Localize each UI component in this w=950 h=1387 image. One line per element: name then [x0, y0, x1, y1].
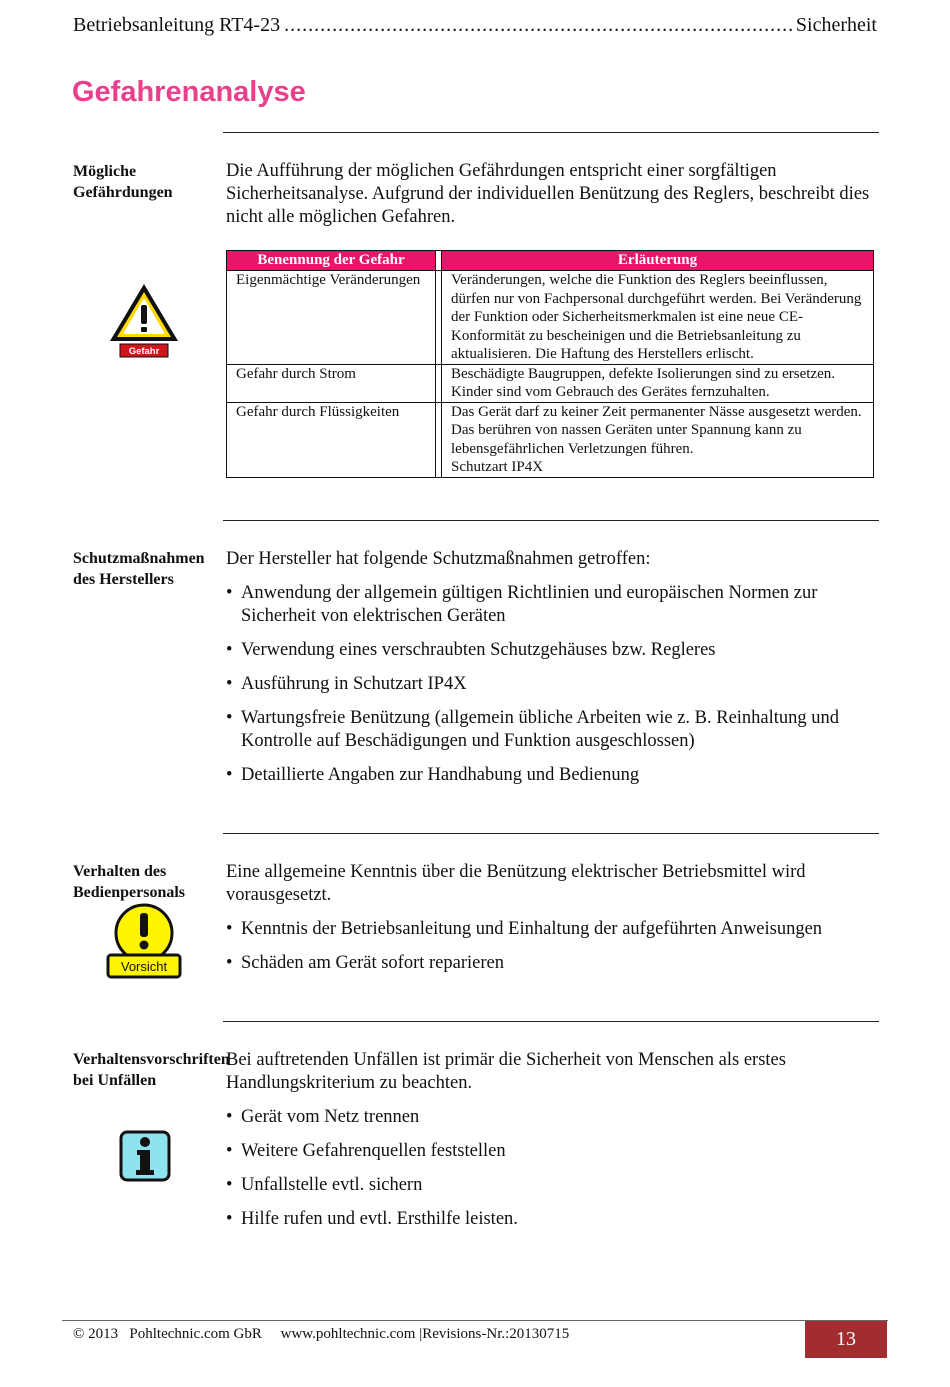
table-row: [227, 271, 874, 365]
caution-icon-label: Vorsicht: [120, 959, 168, 974]
table-header-name: Benennung der Gefahr: [227, 251, 436, 271]
caution-icon: [106, 903, 182, 979]
table-header-explanation: Erläuterung: [442, 251, 874, 271]
schutz-list: [226, 582, 878, 798]
verhalten-intro: Eine allgemeine Kenntnis über die Benützung elektrischer Betriebsmittel wird vorausgesetzt.: [226, 862, 806, 905]
list-item: • Unfallstelle evtl. sichern: [226, 1174, 878, 1197]
hazard-description: [442, 402, 874, 477]
hazard-table: [226, 250, 874, 478]
unfaelle-list: [226, 1106, 878, 1242]
list-item: • Weitere Gefahrenquellen feststellen: [226, 1140, 878, 1163]
header-doc-title: Betriebsanleitung RT4-23: [73, 14, 281, 36]
hazard-protection-class: Schutzart IP4X: [451, 459, 544, 475]
list-item: • Hilfe rufen und evtl. Ersthilfe leisten.: [226, 1208, 878, 1231]
footer-divider: [62, 1320, 888, 1321]
hazard-description: Veränderungen, welche die Funktion des Reglers beeinflussen, dürfen nur von Fachpersonal durchgeführt werden. Bei Veränderung der Funktion oder Sicherheitsmerkmalen ist eine neue CE-Konformität zu bescheinigen und die Betriebsanleitung zu aktualisieren. Die Haftung des Herstellers erlischt.: [442, 271, 874, 365]
side-label-verhalten: Verhalten des Bedienpersonals: [73, 863, 186, 901]
header-section: Sicherheit: [795, 14, 877, 36]
verhalten-list: [226, 918, 878, 986]
danger-icon-label: Gefahr: [128, 346, 160, 357]
hazard-name: Eigenmächtige Veränderungen: [227, 271, 436, 365]
list-item: • Detaillierte Angaben zur Handhabung und Bedienung: [226, 764, 878, 787]
list-item: • Kenntnis der Betriebsanleitung und Einhaltung der aufgeführten Anweisungen: [226, 918, 878, 941]
table-header-row: [227, 251, 874, 271]
unfaelle-intro: Bei auftretenden Unfällen ist primär die Sicherheit von Menschen als erstes Handlungskriterium zu beachten.: [226, 1050, 786, 1093]
info-icon: [119, 1130, 171, 1182]
hazard-description: Beschädigte Baugruppen, defekte Isolierungen sind zu ersetzen. Kinder sind vom Gebrauch des Gerätes fernzuhalten.: [442, 364, 874, 402]
side-label-schutz: Schutzmaßnahmen des Herstellers: [73, 550, 205, 588]
list-item: • Schäden am Gerät sofort reparieren: [226, 952, 878, 975]
list-item: • Anwendung der allgemein gültigen Richtlinien und europäischen Normen zur Sicherheit von elektrischen Geräten: [226, 582, 878, 628]
side-label-gefaehrdungen: Mögliche Gefährdungen: [73, 163, 173, 201]
list-item: • Wartungsfreie Benützung (allgemein übliche Arbeiten wie z. B. Reinhaltung und Kontrolle auf Beschädigungen und Funktion ausgeschlossen): [226, 707, 878, 753]
danger-warning-icon: [108, 281, 180, 359]
section-divider: [223, 1021, 879, 1022]
gefaehrdungen-intro: Die Aufführung der möglichen Gefährdungen entspricht einer sorgfältigen Sicherheitsanalyse. Aufgrund der individuellen Benützung des Reglers, beschreibt dies nicht alle möglichen Gefahren.: [226, 161, 870, 227]
section-divider: [223, 520, 879, 521]
section-divider: [223, 833, 879, 834]
side-label-unfaelle: Verhaltensvorschriften bei Unfällen: [73, 1051, 230, 1089]
schutz-intro: Der Hersteller hat folgende Schutzmaßnahmen getroffen:: [226, 549, 651, 569]
page-title: Gefahrenanalyse: [72, 76, 306, 108]
section-divider: [223, 132, 879, 133]
table-row: [227, 402, 874, 477]
list-item: • Gerät vom Netz trennen: [226, 1106, 878, 1129]
page-number: 13: [805, 1321, 887, 1358]
list-item: • Verwendung eines verschraubten Schutzgehäuses bzw. Regleres: [226, 639, 878, 662]
hazard-name: Gefahr durch Strom: [227, 364, 436, 402]
running-header: [73, 14, 877, 42]
hazard-description-text: Das Gerät darf zu keiner Zeit permanenter Nässe ausgesetzt werden. Das berühren von nassen Geräten unter Spannung kann zu lebensgefährlichen Verletzungen führen.: [451, 403, 862, 457]
header-leader-dots: [284, 14, 792, 37]
footer-copyright: © 2013 Pohltechnic.com GbR www.pohltechnic.com |Revisions-Nr.:20130715: [73, 1326, 570, 1342]
hazard-name: Gefahr durch Flüssigkeiten: [227, 402, 436, 477]
table-row: [227, 364, 874, 402]
list-item: • Ausführung in Schutzart IP4X: [226, 673, 878, 696]
